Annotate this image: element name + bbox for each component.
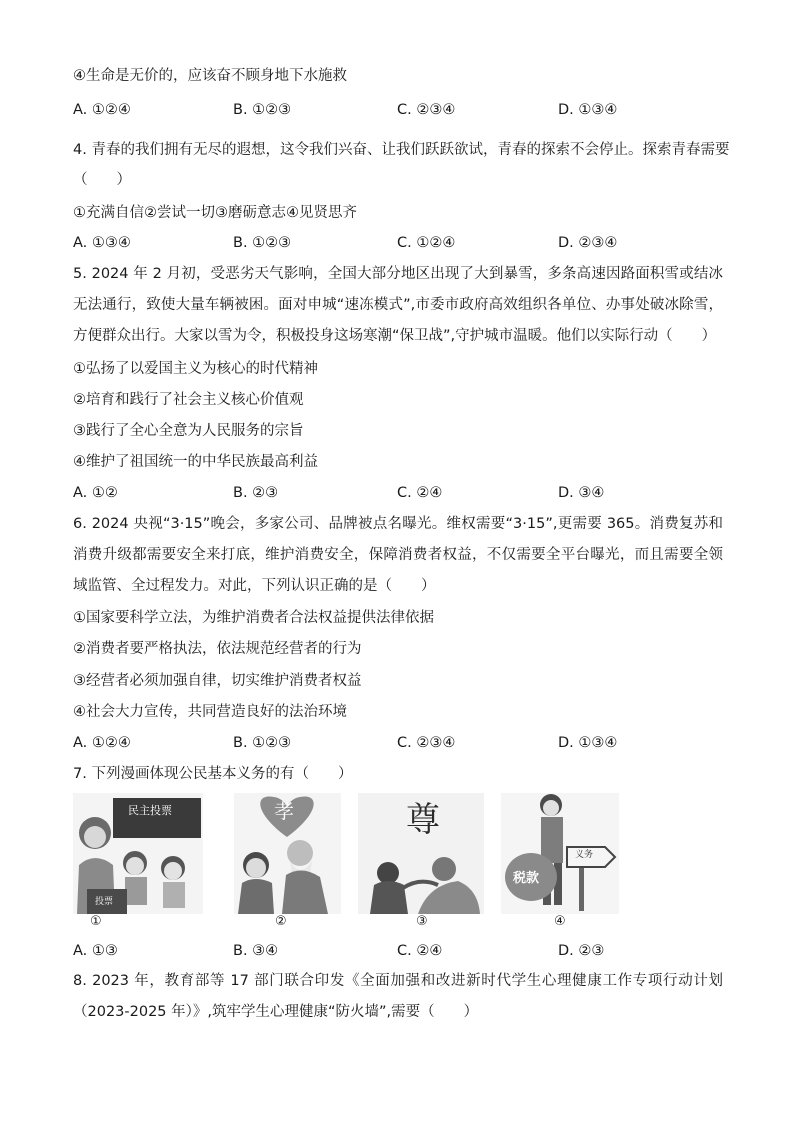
q4-option-c: C. ①②④ <box>397 235 456 251</box>
q3-option-b: B. ①②③ <box>233 102 292 118</box>
q6-option-d: D. ①③④ <box>558 735 618 751</box>
q5-statement-2: ②培育和践行了社会主义核心价值观 <box>73 392 304 408</box>
cartoon-respect-elders <box>358 793 484 914</box>
q4-statements: ①充满自信②尝试一切③磨砺意志④见贤思齐 <box>73 205 357 221</box>
q4-option-d: D. ②③④ <box>558 235 618 251</box>
q7-option-d: D. ②③ <box>558 943 605 959</box>
q7-option-b: B. ③④ <box>233 943 279 959</box>
q5-statement-3: ③践行了全心全意为人民服务的宗旨 <box>73 423 304 439</box>
cartoon-voting <box>73 793 203 914</box>
q5-option-a: A. ①② <box>73 485 118 501</box>
q6-statement-4: ④社会大力宣传，共同营造良好的法治环境 <box>73 704 347 720</box>
q4-option-b: B. ①②③ <box>233 235 292 251</box>
q7-option-a: A. ①③ <box>73 943 118 959</box>
q5-statement-1: ①弘扬了以爱国主义为核心的时代精神 <box>73 361 318 377</box>
q7-options <box>73 942 733 960</box>
q5-statement-4: ④维护了祖国统一的中华民族最高利益 <box>73 454 318 470</box>
q7-stem: 7. 下列漫画体现公民基本义务的有（ ） <box>73 766 353 782</box>
cartoon-label-4: ④ <box>554 914 566 929</box>
q6-statement-2: ②消费者要严格执法，依法规范经营者的行为 <box>73 641 362 657</box>
q8-stem: 8. 2023 年，教育部等 17 部门联合印发《全面加强和改进新时代学生心理健康工作专项行动计划（2023-2025 年）》,筑牢学生心理健康“防火墙”,需要（ ） <box>73 973 723 1020</box>
q5-option-b: B. ②③ <box>233 485 279 501</box>
q6-option-c: C. ②③④ <box>397 735 456 751</box>
cartoon-label-2: ② <box>275 914 287 929</box>
q6-options <box>73 734 733 752</box>
q4-options <box>73 234 733 252</box>
cartoon-tax <box>501 793 619 914</box>
cartoon-label-1: ① <box>90 914 102 929</box>
q3-option-a: A. ①②④ <box>73 102 131 118</box>
q6-statement-3: ③经营者必须加强自律，切实维护消费者权益 <box>73 673 362 689</box>
cartoon-voting-box-label: 投票 <box>95 897 114 907</box>
cartoon-voting-sign: 民主投票 <box>128 804 172 817</box>
cartoon-tax-drawing <box>501 793 619 914</box>
q7-option-c: C. ②④ <box>397 943 443 959</box>
cartoon-tax-sign: 义务 <box>575 850 594 860</box>
cartoon-respect-elders-char: 尊 <box>406 800 440 840</box>
cartoon-tax-bag-label: 税款 <box>513 871 540 886</box>
q3-option-d: D. ①③④ <box>558 102 618 118</box>
q5-options <box>73 484 733 502</box>
cartoon-label-3: ③ <box>416 914 428 929</box>
q6-statement-1: ①国家要科学立法，为维护消费者合法权益提供法律依据 <box>73 610 434 626</box>
q5-stem: 5. 2024 年 2 月初，受恶劣天气影响，全国大部分地区出现了大到暴雪，多条高速因路面积雪或结冰无法通行，致使大量车辆被困。面对申城“速冻模式”,市委市政府高效组织各单位、办事处破冰除雪，方便群众出行。大家以雪为令，积极投身这场寒潮“保卫战”,守护城市温暖。他们以实际行动（ ） <box>73 266 723 344</box>
q4-stem: 4. 青春的我们拥有无尽的遐想，这令我们兴奋、让我们跃跃欲试，青春的探索不会停止。探索青春需要 <box>73 142 730 158</box>
cartoon-filial-piety <box>234 793 341 914</box>
q4-option-a: A. ①③④ <box>73 235 131 251</box>
q5-option-d: D. ③④ <box>558 485 605 501</box>
q3-options <box>73 101 733 119</box>
cartoon-filial-piety-char: 孝 <box>274 799 294 823</box>
q5-option-c: C. ②④ <box>397 485 443 501</box>
q6-stem: 6. 2024 央视“3·15”晚会，多家公司、品牌被点名曝光。维权需要“3·15”,更需要 365。消费复苏和消费升级都需要安全来打底，维护消费安全，保障消费者权益，不仅需要全平台曝光，而且需要全领域监管、全过程发力。对此，下列认识正确的是（ ） <box>73 516 723 594</box>
q3-option-c: C. ②③④ <box>397 102 456 118</box>
q3-statement-4: ④生命是无价的，应该奋不顾身地下水施救 <box>73 68 347 84</box>
q4-answer-bracket: （ ） <box>73 172 131 188</box>
q6-option-a: A. ①②④ <box>73 735 131 751</box>
q6-option-b: B. ①②③ <box>233 735 292 751</box>
